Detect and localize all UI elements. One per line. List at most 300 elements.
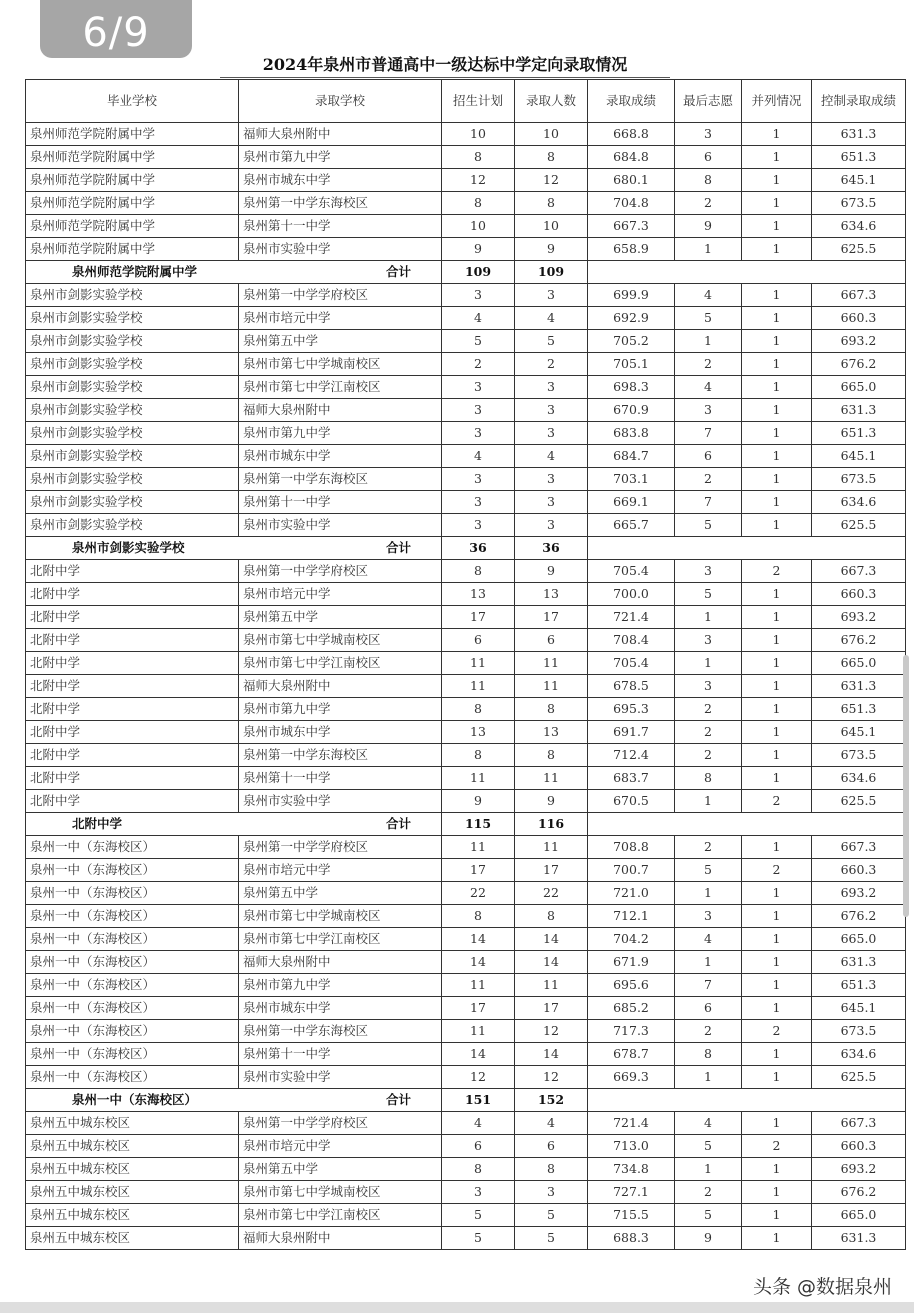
cell-admit-score: 712.4 (588, 744, 675, 767)
table-row (26, 698, 906, 721)
subtotal-row (26, 537, 906, 560)
cell-admit-score: 678.5 (588, 675, 675, 698)
cell-admit-score: 695.6 (588, 974, 675, 997)
header-last-choice: 最后志愿 (675, 80, 742, 123)
cell-control-score: 676.2 (812, 905, 906, 928)
cell-plan: 2 (442, 353, 515, 376)
cell-admit-score: 705.4 (588, 652, 675, 675)
cell-graduate-school: 泉州五中城东校区 (26, 1227, 239, 1250)
cell-plan: 3 (442, 468, 515, 491)
cell-admit-school: 泉州第五中学 (239, 330, 442, 353)
cell-admit-score: 734.8 (588, 1158, 675, 1181)
table-row (26, 606, 906, 629)
cell-admit-score: 667.3 (588, 215, 675, 238)
cell-graduate-school: 北附中学 (26, 583, 239, 606)
subtotal-empty (588, 1089, 906, 1112)
cell-admit-score: 700.0 (588, 583, 675, 606)
cell-last-choice: 5 (675, 1204, 742, 1227)
header-admitted-count: 录取人数 (515, 80, 588, 123)
cell-plan: 3 (442, 376, 515, 399)
cell-plan: 3 (442, 422, 515, 445)
cell-admit-score: 685.2 (588, 997, 675, 1020)
cell-admit-score: 671.9 (588, 951, 675, 974)
cell-tie: 1 (742, 353, 812, 376)
cell-admitted-count: 11 (515, 974, 588, 997)
subtotal-plan: 109 (442, 261, 515, 284)
cell-admit-score: 670.5 (588, 790, 675, 813)
table-row (26, 859, 906, 882)
cell-plan: 4 (442, 1112, 515, 1135)
cell-control-score: 665.0 (812, 376, 906, 399)
cell-admitted-count: 12 (515, 1066, 588, 1089)
cell-graduate-school: 北附中学 (26, 790, 239, 813)
cell-tie: 1 (742, 928, 812, 951)
table-row (26, 330, 906, 353)
cell-last-choice: 2 (675, 192, 742, 215)
cell-plan: 9 (442, 790, 515, 813)
cell-graduate-school: 北附中学 (26, 767, 239, 790)
cell-tie: 1 (742, 1066, 812, 1089)
cell-admit-school: 泉州第五中学 (239, 882, 442, 905)
cell-graduate-school: 北附中学 (26, 629, 239, 652)
cell-control-score: 667.3 (812, 1112, 906, 1135)
cell-graduate-school: 泉州市剑影实验学校 (26, 468, 239, 491)
cell-admit-score: 688.3 (588, 1227, 675, 1250)
cell-admitted-count: 8 (515, 192, 588, 215)
cell-tie: 1 (742, 514, 812, 537)
table-row (26, 1043, 906, 1066)
cell-tie: 1 (742, 1204, 812, 1227)
cell-admit-school: 泉州市实验中学 (239, 1066, 442, 1089)
cell-tie: 1 (742, 284, 812, 307)
cell-graduate-school: 泉州五中城东校区 (26, 1158, 239, 1181)
subtotal-row (26, 813, 906, 836)
subtotal-plan: 115 (442, 813, 515, 836)
cell-admit-score: 705.4 (588, 560, 675, 583)
cell-admitted-count: 9 (515, 560, 588, 583)
cell-plan: 9 (442, 238, 515, 261)
cell-graduate-school: 泉州一中（东海校区） (26, 1066, 239, 1089)
admission-table-wrapper (25, 79, 905, 1250)
cell-control-score: 667.3 (812, 560, 906, 583)
cell-admit-school: 泉州第五中学 (239, 606, 442, 629)
cell-tie: 1 (742, 1227, 812, 1250)
cell-tie: 2 (742, 790, 812, 813)
cell-admitted-count: 3 (515, 1181, 588, 1204)
table-row (26, 307, 906, 330)
table-row (26, 836, 906, 859)
subtotal-row (26, 261, 906, 284)
cell-admit-score: 704.8 (588, 192, 675, 215)
cell-plan: 13 (442, 721, 515, 744)
cell-plan: 11 (442, 767, 515, 790)
cell-admitted-count: 12 (515, 1020, 588, 1043)
cell-last-choice: 2 (675, 1181, 742, 1204)
cell-graduate-school: 泉州一中（东海校区） (26, 974, 239, 997)
cell-admitted-count: 9 (515, 238, 588, 261)
cell-graduate-school: 泉州一中（东海校区） (26, 905, 239, 928)
cell-admit-score: 715.5 (588, 1204, 675, 1227)
cell-tie: 1 (742, 123, 812, 146)
cell-graduate-school: 泉州五中城东校区 (26, 1181, 239, 1204)
cell-admit-score: 668.8 (588, 123, 675, 146)
cell-admitted-count: 12 (515, 169, 588, 192)
cell-graduate-school: 泉州一中（东海校区） (26, 951, 239, 974)
subtotal-admitted: 36 (515, 537, 588, 560)
cell-last-choice: 8 (675, 767, 742, 790)
cell-control-score: 651.3 (812, 422, 906, 445)
cell-tie: 1 (742, 399, 812, 422)
cell-graduate-school: 北附中学 (26, 675, 239, 698)
subtotal-label: 合计 (239, 261, 442, 284)
cell-admitted-count: 3 (515, 491, 588, 514)
subtotal-school-name: 泉州一中（东海校区） (26, 1089, 239, 1112)
subtotal-label: 合计 (239, 1089, 442, 1112)
table-row (26, 399, 906, 422)
cell-admitted-count: 13 (515, 583, 588, 606)
cell-last-choice: 1 (675, 238, 742, 261)
cell-graduate-school: 泉州市剑影实验学校 (26, 399, 239, 422)
cell-last-choice: 8 (675, 169, 742, 192)
cell-admit-score: 698.3 (588, 376, 675, 399)
table-row (26, 146, 906, 169)
table-row (26, 192, 906, 215)
cell-admit-school: 泉州市城东中学 (239, 445, 442, 468)
cell-admit-score: 717.3 (588, 1020, 675, 1043)
cell-admit-score: 692.9 (588, 307, 675, 330)
cell-plan: 11 (442, 974, 515, 997)
table-row (26, 652, 906, 675)
cell-plan: 6 (442, 1135, 515, 1158)
cell-admit-school: 泉州市第七中学城南校区 (239, 905, 442, 928)
cell-plan: 12 (442, 1066, 515, 1089)
cell-admitted-count: 14 (515, 951, 588, 974)
cell-admitted-count: 3 (515, 514, 588, 537)
cell-plan: 5 (442, 1227, 515, 1250)
cell-admit-school: 泉州市第七中学城南校区 (239, 353, 442, 376)
cell-admit-score: 680.1 (588, 169, 675, 192)
cell-graduate-school: 北附中学 (26, 721, 239, 744)
cell-tie: 1 (742, 997, 812, 1020)
header-graduate-school: 毕业学校 (26, 80, 239, 123)
cell-last-choice: 6 (675, 146, 742, 169)
cell-last-choice: 3 (675, 560, 742, 583)
table-row (26, 491, 906, 514)
cell-tie: 2 (742, 1135, 812, 1158)
cell-admit-score: 669.3 (588, 1066, 675, 1089)
cell-admit-school: 泉州第一中学学府校区 (239, 560, 442, 583)
cell-admitted-count: 14 (515, 1043, 588, 1066)
table-row (26, 1158, 906, 1181)
admission-table (25, 79, 906, 1250)
cell-plan: 4 (442, 445, 515, 468)
cell-graduate-school: 泉州师范学院附属中学 (26, 123, 239, 146)
cell-admit-score: 695.3 (588, 698, 675, 721)
subtotal-empty (588, 537, 906, 560)
cell-last-choice: 2 (675, 1020, 742, 1043)
table-row (26, 1135, 906, 1158)
cell-graduate-school: 泉州一中（东海校区） (26, 859, 239, 882)
cell-plan: 22 (442, 882, 515, 905)
cell-admit-score: 700.7 (588, 859, 675, 882)
cell-admit-school: 泉州第五中学 (239, 1158, 442, 1181)
cell-admitted-count: 10 (515, 123, 588, 146)
cell-plan: 5 (442, 1204, 515, 1227)
cell-admitted-count: 11 (515, 767, 588, 790)
table-row (26, 422, 906, 445)
cell-plan: 3 (442, 514, 515, 537)
cell-control-score: 673.5 (812, 468, 906, 491)
cell-tie: 1 (742, 376, 812, 399)
cell-tie: 1 (742, 882, 812, 905)
cell-control-score: 676.2 (812, 353, 906, 376)
cell-control-score: 631.3 (812, 399, 906, 422)
cell-admit-school: 泉州第一中学学府校区 (239, 1112, 442, 1135)
cell-tie: 1 (742, 422, 812, 445)
cell-graduate-school: 北附中学 (26, 698, 239, 721)
cell-admitted-count: 6 (515, 1135, 588, 1158)
cell-control-score: 631.3 (812, 951, 906, 974)
cell-control-score: 634.6 (812, 215, 906, 238)
cell-tie: 1 (742, 215, 812, 238)
cell-tie: 1 (742, 1112, 812, 1135)
cell-admitted-count: 10 (515, 215, 588, 238)
cell-graduate-school: 泉州市剑影实验学校 (26, 307, 239, 330)
cell-graduate-school: 泉州市剑影实验学校 (26, 376, 239, 399)
cell-graduate-school: 泉州师范学院附属中学 (26, 146, 239, 169)
subtotal-admitted: 109 (515, 261, 588, 284)
cell-admitted-count: 8 (515, 698, 588, 721)
cell-last-choice: 5 (675, 514, 742, 537)
cell-tie: 1 (742, 169, 812, 192)
cell-plan: 8 (442, 698, 515, 721)
cell-admit-score: 721.4 (588, 606, 675, 629)
cell-control-score: 634.6 (812, 1043, 906, 1066)
cell-admit-school: 泉州第十一中学 (239, 767, 442, 790)
cell-last-choice: 1 (675, 1158, 742, 1181)
cell-plan: 3 (442, 399, 515, 422)
cell-control-score: 676.2 (812, 1181, 906, 1204)
table-row (26, 905, 906, 928)
subtotal-row (26, 1089, 906, 1112)
cell-tie: 1 (742, 1043, 812, 1066)
cell-admit-school: 泉州市第七中学城南校区 (239, 629, 442, 652)
table-row (26, 353, 906, 376)
cell-plan: 17 (442, 997, 515, 1020)
cell-admit-score: 712.1 (588, 905, 675, 928)
cell-last-choice: 8 (675, 1043, 742, 1066)
table-row (26, 997, 906, 1020)
header-tie: 并列情况 (742, 80, 812, 123)
cell-admit-score: 721.4 (588, 1112, 675, 1135)
cell-admit-school: 泉州第十一中学 (239, 491, 442, 514)
cell-control-score: 645.1 (812, 169, 906, 192)
cell-admit-school: 泉州第一中学东海校区 (239, 468, 442, 491)
cell-admit-score: 703.1 (588, 468, 675, 491)
cell-tie: 1 (742, 445, 812, 468)
cell-admitted-count: 2 (515, 353, 588, 376)
cell-admitted-count: 3 (515, 376, 588, 399)
cell-control-score: 625.5 (812, 238, 906, 261)
cell-control-score: 693.2 (812, 1158, 906, 1181)
cell-admitted-count: 5 (515, 1227, 588, 1250)
cell-admit-school: 泉州市实验中学 (239, 790, 442, 813)
cell-tie: 1 (742, 491, 812, 514)
cell-control-score: 651.3 (812, 146, 906, 169)
cell-admit-score: 669.1 (588, 491, 675, 514)
cell-admitted-count: 3 (515, 422, 588, 445)
cell-admitted-count: 4 (515, 1112, 588, 1135)
cell-admit-school: 泉州市培元中学 (239, 1135, 442, 1158)
cell-last-choice: 1 (675, 882, 742, 905)
cell-admitted-count: 6 (515, 629, 588, 652)
cell-plan: 6 (442, 629, 515, 652)
cell-last-choice: 9 (675, 1227, 742, 1250)
cell-admit-score: 665.7 (588, 514, 675, 537)
cell-control-score: 625.5 (812, 790, 906, 813)
subtotal-plan: 151 (442, 1089, 515, 1112)
table-row (26, 583, 906, 606)
cell-plan: 3 (442, 1181, 515, 1204)
cell-control-score: 665.0 (812, 1204, 906, 1227)
cell-plan: 10 (442, 123, 515, 146)
cell-admit-score: 699.9 (588, 284, 675, 307)
cell-admit-school: 泉州第一中学东海校区 (239, 192, 442, 215)
cell-admit-school: 泉州第十一中学 (239, 215, 442, 238)
cell-graduate-school: 泉州市剑影实验学校 (26, 330, 239, 353)
cell-last-choice: 1 (675, 1066, 742, 1089)
table-row (26, 1020, 906, 1043)
subtotal-label: 合计 (239, 813, 442, 836)
cell-admit-score: 658.9 (588, 238, 675, 261)
cell-graduate-school: 泉州师范学院附属中学 (26, 215, 239, 238)
cell-admitted-count: 11 (515, 836, 588, 859)
cell-admit-score: 683.8 (588, 422, 675, 445)
cell-control-score: 693.2 (812, 606, 906, 629)
cell-tie: 1 (742, 238, 812, 261)
cell-admit-school: 泉州市第七中学江南校区 (239, 1204, 442, 1227)
cell-control-score: 631.3 (812, 675, 906, 698)
cell-admit-score: 683.7 (588, 767, 675, 790)
cell-control-score: 645.1 (812, 445, 906, 468)
cell-admit-score: 727.1 (588, 1181, 675, 1204)
cell-control-score: 660.3 (812, 307, 906, 330)
cell-tie: 1 (742, 744, 812, 767)
cell-tie: 2 (742, 859, 812, 882)
cell-plan: 5 (442, 330, 515, 353)
cell-tie: 2 (742, 560, 812, 583)
cell-plan: 17 (442, 859, 515, 882)
cell-admit-school: 泉州第十一中学 (239, 1043, 442, 1066)
scrollbar-thumb[interactable] (903, 655, 909, 917)
cell-graduate-school: 泉州市剑影实验学校 (26, 514, 239, 537)
cell-tie: 1 (742, 606, 812, 629)
cell-last-choice: 2 (675, 698, 742, 721)
table-row (26, 1112, 906, 1135)
cell-last-choice: 2 (675, 721, 742, 744)
cell-plan: 14 (442, 928, 515, 951)
cell-last-choice: 9 (675, 215, 742, 238)
subtotal-empty (588, 261, 906, 284)
cell-plan: 11 (442, 1020, 515, 1043)
cell-admit-school: 泉州市城东中学 (239, 721, 442, 744)
cell-admit-score: 705.1 (588, 353, 675, 376)
cell-last-choice: 7 (675, 491, 742, 514)
cell-plan: 11 (442, 836, 515, 859)
cell-admit-score: 705.2 (588, 330, 675, 353)
header-admit-score: 录取成绩 (588, 80, 675, 123)
cell-admitted-count: 4 (515, 445, 588, 468)
table-row (26, 1227, 906, 1250)
cell-control-score: 631.3 (812, 1227, 906, 1250)
cell-control-score: 625.5 (812, 514, 906, 537)
table-row (26, 767, 906, 790)
subtotal-admitted: 116 (515, 813, 588, 836)
cell-control-score: 665.0 (812, 652, 906, 675)
cell-control-score: 625.5 (812, 1066, 906, 1089)
cell-graduate-school: 泉州师范学院附属中学 (26, 169, 239, 192)
cell-tie: 1 (742, 583, 812, 606)
cell-admit-school: 泉州市实验中学 (239, 238, 442, 261)
cell-admitted-count: 11 (515, 675, 588, 698)
cell-graduate-school: 泉州一中（东海校区） (26, 1020, 239, 1043)
cell-last-choice: 4 (675, 376, 742, 399)
cell-last-choice: 6 (675, 445, 742, 468)
cell-admit-school: 泉州市第九中学 (239, 974, 442, 997)
cell-last-choice: 7 (675, 974, 742, 997)
cell-graduate-school: 泉州五中城东校区 (26, 1112, 239, 1135)
cell-admit-school: 泉州市城东中学 (239, 997, 442, 1020)
cell-tie: 1 (742, 307, 812, 330)
cell-tie: 1 (742, 330, 812, 353)
cell-plan: 8 (442, 560, 515, 583)
cell-plan: 8 (442, 192, 515, 215)
cell-last-choice: 3 (675, 675, 742, 698)
cell-control-score: 665.0 (812, 928, 906, 951)
cell-tie: 1 (742, 1181, 812, 1204)
cell-tie: 1 (742, 951, 812, 974)
cell-admit-score: 684.7 (588, 445, 675, 468)
table-row (26, 445, 906, 468)
cell-tie: 1 (742, 468, 812, 491)
cell-admit-score: 708.4 (588, 629, 675, 652)
cell-admitted-count: 17 (515, 606, 588, 629)
cell-tie: 1 (742, 675, 812, 698)
cell-control-score: 651.3 (812, 698, 906, 721)
document-title: 2024年泉州市普通高中一级达标中学定向录取情况 (220, 52, 670, 78)
cell-admit-score: 713.0 (588, 1135, 675, 1158)
cell-admit-score: 691.7 (588, 721, 675, 744)
table-row (26, 238, 906, 261)
page-indicator: 6/9 (40, 0, 192, 58)
cell-plan: 8 (442, 146, 515, 169)
cell-last-choice: 2 (675, 744, 742, 767)
table-row (26, 123, 906, 146)
cell-admit-school: 泉州市第九中学 (239, 422, 442, 445)
cell-plan: 8 (442, 1158, 515, 1181)
cell-tie: 1 (742, 652, 812, 675)
cell-admitted-count: 17 (515, 997, 588, 1020)
subtotal-plan: 36 (442, 537, 515, 560)
cell-last-choice: 3 (675, 905, 742, 928)
cell-admitted-count: 8 (515, 146, 588, 169)
table-row (26, 1181, 906, 1204)
cell-plan: 13 (442, 583, 515, 606)
cell-tie: 1 (742, 192, 812, 215)
cell-admit-score: 678.7 (588, 1043, 675, 1066)
cell-plan: 14 (442, 951, 515, 974)
cell-tie: 1 (742, 1158, 812, 1181)
